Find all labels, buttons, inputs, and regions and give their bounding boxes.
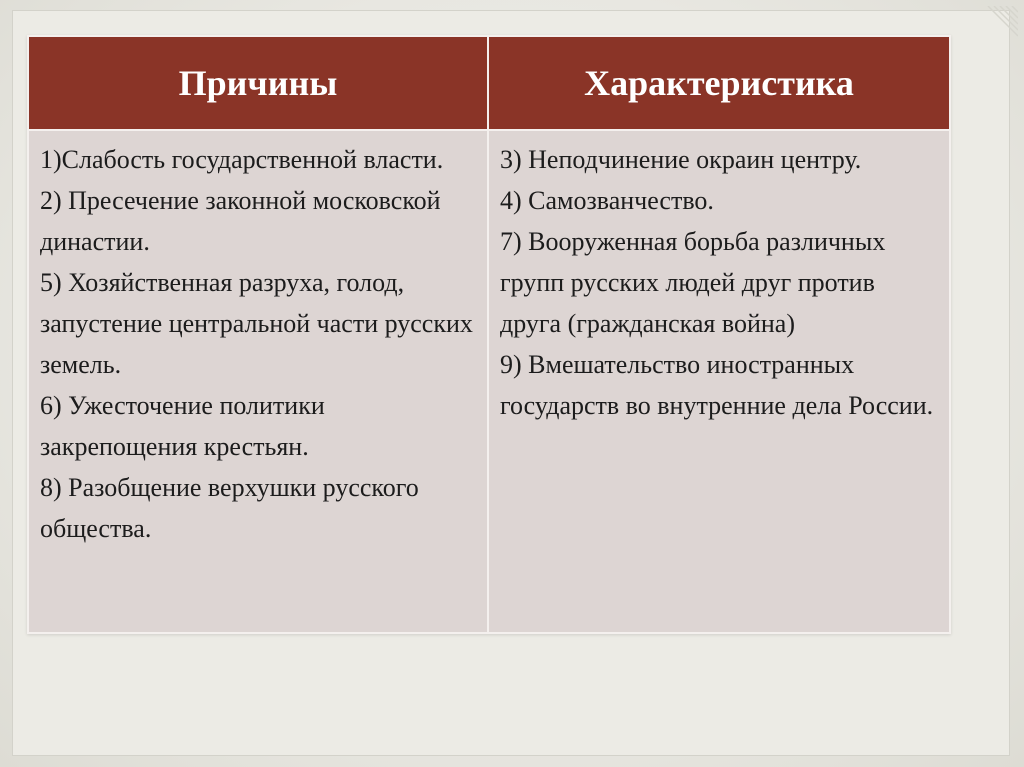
cause-item: 8) Разобщение верхушки русского общества.	[40, 473, 419, 543]
causes-cell	[28, 130, 488, 633]
characteristic-item: 3) Неподчинение окраин центру.	[500, 145, 862, 174]
characteristics-cell	[488, 130, 950, 633]
table-header-row	[28, 36, 950, 130]
causes-characteristics-table	[27, 35, 951, 634]
characteristic-item: 9) Вмешательство иностранных государств во внутренние дела России.	[500, 350, 934, 420]
table-row	[28, 130, 950, 633]
cause-item: 6) Ужесточение политики закрепощения крестьян.	[40, 391, 325, 461]
cause-item: 1)Слабость государственной власти.	[40, 145, 444, 174]
header-causes: Причины	[28, 36, 488, 130]
characteristic-item: 4) Самозванчество.	[500, 186, 714, 215]
cause-item: 5) Хозяйственная разруха, голод, запустение центральной части русских земель.	[40, 268, 473, 379]
characteristic-item: 7) Вооруженная борьба различных групп русских людей друг против друга (гражданская война)	[500, 227, 886, 338]
cause-item: 2) Пресечение законной московской династии.	[40, 186, 441, 256]
diagonal-stripes-icon	[984, 6, 1018, 40]
header-characteristics: Характеристика	[488, 36, 950, 130]
